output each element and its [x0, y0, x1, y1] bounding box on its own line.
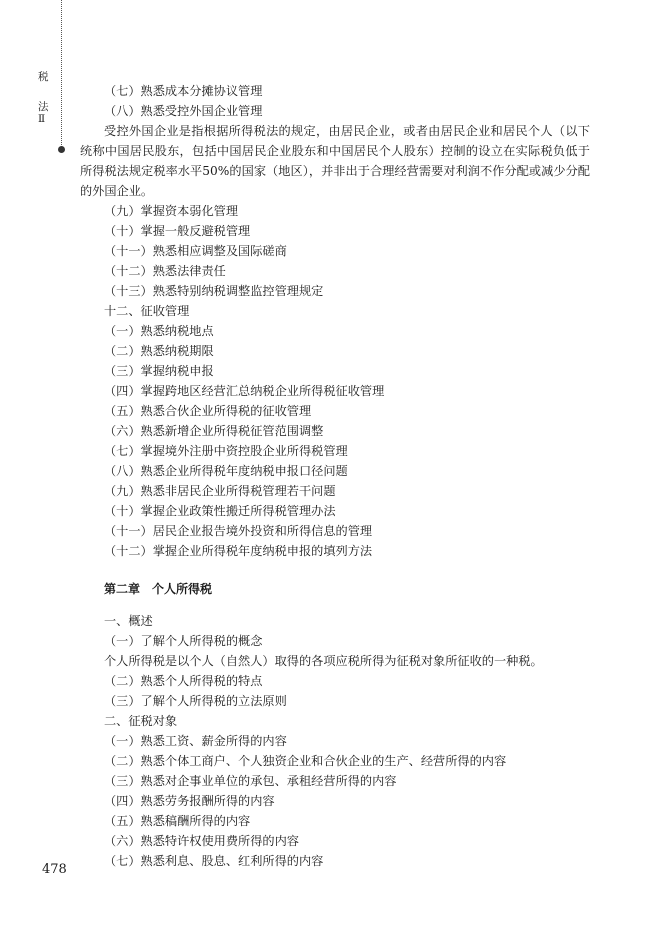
- list-item: （五）熟悉稿酬所得的内容: [104, 814, 251, 828]
- list-group-a: [80, 81, 590, 121]
- list-item: （十）掌握一般反避税管理: [104, 224, 251, 238]
- list-group-d: [80, 671, 590, 871]
- sidebar-book-char1: 税: [38, 71, 49, 83]
- list-item: （十三）熟悉特别纳税调整监控管理规定: [104, 284, 324, 298]
- list-item: （九）熟悉非居民企业所得税管理若干问题: [104, 484, 336, 498]
- list-item: （十一）熟悉相应调整及国际磋商: [104, 244, 287, 258]
- paragraph-individual-income-tax: 个人所得税是以个人（自然人）取得的各项应税所得为征税对象所征收的一种税。: [104, 654, 543, 668]
- list-item: （七）掌握境外注册中资控股企业所得税管理: [104, 444, 348, 458]
- list-group-c: [80, 611, 590, 651]
- list-item: （六）熟悉新增企业所得税征管范围调整: [104, 424, 324, 438]
- list-item: （四）熟悉劳务报酬所得的内容: [104, 794, 275, 808]
- list-item: （七）熟悉成本分摊协议管理: [104, 84, 263, 98]
- list-item: （二）熟悉个人所得税的特点: [104, 674, 263, 688]
- list-item: （七）熟悉利息、股息、红利所得的内容: [104, 854, 324, 868]
- list-item: （八）熟悉企业所得税年度纳税申报口径问题: [104, 464, 348, 478]
- margin-dot-marker: [58, 146, 65, 153]
- list-item: 一、概述: [104, 614, 153, 628]
- list-item: （一）了解个人所得税的概念: [104, 634, 263, 648]
- list-item: （十二）掌握企业所得税年度纳税申报的填列方法: [104, 544, 373, 558]
- sidebar-book-volume: Ⅱ: [38, 113, 46, 125]
- sidebar-book-char2: 法: [38, 101, 49, 113]
- list-item: 二、征税对象: [104, 714, 178, 728]
- list-item: 十二、征收管理: [104, 304, 190, 318]
- list-item: （二）熟悉纳税期限: [104, 344, 214, 358]
- list-item: （三）熟悉对企事业单位的承包、承租经营所得的内容: [104, 774, 397, 788]
- list-item: （十二）熟悉法律责任: [104, 264, 226, 278]
- list-item: （二）熟悉个体工商户、个人独资企业和合伙企业的生产、经营所得的内容: [104, 754, 507, 768]
- list-item: （八）熟悉受控外国企业管理: [104, 104, 263, 118]
- list-item: （一）熟悉纳税地点: [104, 324, 214, 338]
- margin-dotted-line: [61, 0, 62, 147]
- list-item: （九）掌握资本弱化管理: [104, 204, 239, 218]
- paragraph-controlled-foreign-enterprise: 受控外国企业是指根据所得税法的规定，由居民企业，或者由居民企业和居民个人（以下统称中国居民股东，包括中国居民企业股东和中国居民个人股东）控制的设立在实际税负低于所得税法规定税率水平50%的国家（地区），并非出于合理经营需要对利润不作分配或减少分配的外国企业。: [80, 124, 590, 198]
- list-item: （六）熟悉特许权使用费所得的内容: [104, 834, 299, 848]
- list-group-b: [80, 201, 590, 561]
- list-item: （四）掌握跨地区经营汇总纳税企业所得税征收管理: [104, 384, 385, 398]
- list-item: （三）掌握纳税申报: [104, 364, 214, 378]
- chapter-title: 第二章 个人所得税: [104, 582, 213, 596]
- list-item: （一）熟悉工资、薪金所得的内容: [104, 734, 287, 748]
- list-item: （十）掌握企业政策性搬迁所得税管理办法: [104, 504, 336, 518]
- list-item: （十一）居民企业报告境外投资和所得信息的管理: [104, 524, 373, 538]
- list-item: （五）熟悉合伙企业所得税的征收管理: [104, 404, 312, 418]
- page-body: [80, 81, 590, 871]
- list-item: （三）了解个人所得税的立法原则: [104, 694, 287, 708]
- page-number: 478: [42, 862, 67, 877]
